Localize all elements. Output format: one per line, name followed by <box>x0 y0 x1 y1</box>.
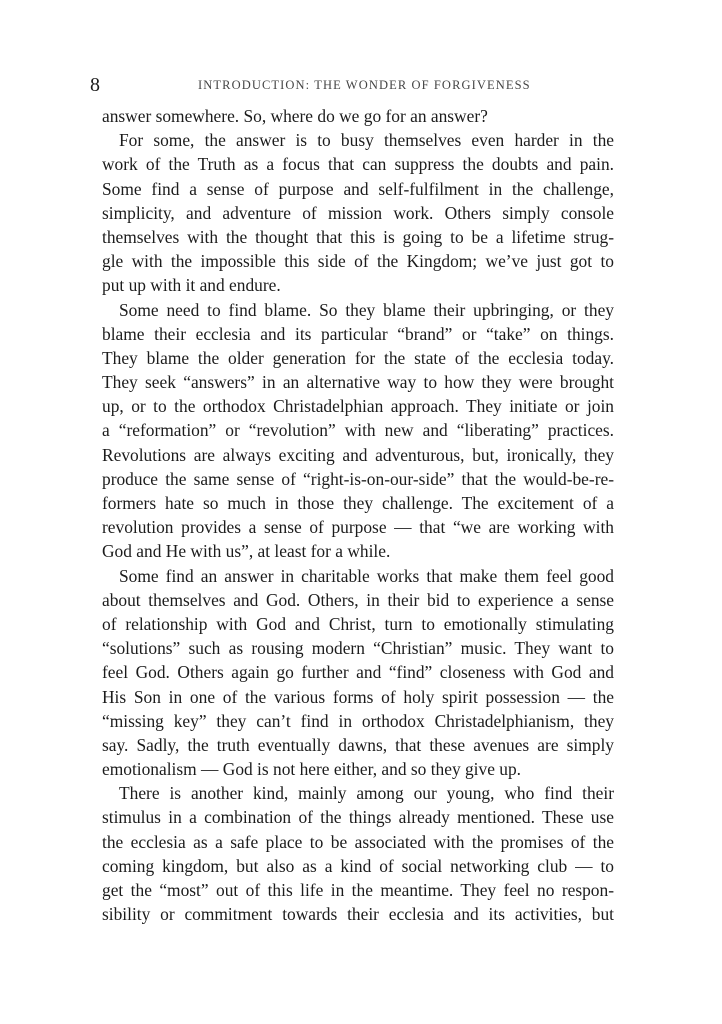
body-text <box>102 104 614 926</box>
text-line: Some need to find blame. So they blame their upbringing, or they <box>119 299 614 320</box>
text-line: answer somewhere. So, where do we go for an answer? <box>102 106 488 126</box>
text-line: about themselves and God. Others, in their bid to experience a sense <box>102 589 614 610</box>
text-line: coming kingdom, but also as a kind of social networking club — to <box>102 855 614 876</box>
text-line: themselves with the thought that this is going to be a lifetime strug- <box>102 226 614 247</box>
running-head: INTRODUCTION: THE WONDER OF FORGIVENESS <box>198 78 531 92</box>
text-line: For some, the answer is to busy themselves even harder in the <box>119 130 614 151</box>
text-line: Some find a sense of purpose and self-fulfilment in the challenge, <box>102 178 614 199</box>
text-line: They seek “answers” in an alternative way to how they were brought <box>102 372 614 393</box>
text-line: revolution provides a sense of purpose — that “we are working with <box>102 517 614 538</box>
text-line: feel God. Others again go further and “find” closeness with God and <box>102 662 614 683</box>
text-line: Some find an answer in charitable works that make them feel good <box>119 565 614 586</box>
text-line: There is another kind, mainly among our young, who find their <box>119 783 614 804</box>
text-line: stimulus in a combination of the things already mentioned. These use <box>102 807 614 828</box>
text-line: say. Sadly, the truth eventually dawns, that these avenues are simply <box>102 734 614 755</box>
text-line: sibility or commitment towards their ecclesia and its activities, but <box>102 904 614 925</box>
text-line: a “reformation” or “revolution” with new and “liberating” practices. <box>102 420 614 441</box>
text-line: the ecclesia as a safe place to be associated with the promises of the <box>102 831 614 852</box>
text-line: get the “most” out of this life in the meantime. They feel no respon- <box>102 880 614 900</box>
text-line: simplicity, and adventure of mission work. Others simply console <box>102 202 614 223</box>
text-line: They blame the older generation for the state of the ecclesia today. <box>102 347 614 368</box>
text-line: up, or to the orthodox Christadelphian approach. They initiate or join <box>102 396 614 417</box>
text-line: work of the Truth as a focus that can suppress the doubts and pain. <box>102 154 614 175</box>
text-line: of relationship with God and Christ, turn to emotionally stimulating <box>102 613 614 634</box>
text-line: produce the same sense of “right-is-on-our-side” that the would-be-re- <box>102 468 614 489</box>
text-line: His Son in one of the various forms of holy spirit possession — the <box>102 686 614 707</box>
text-line: “missing key” they can’t find in orthodox Christadelphianism, they <box>102 710 614 731</box>
text-line: formers hate so much in those they challenge. The excitement of a <box>102 493 614 513</box>
text-line: blame their ecclesia and its particular “brand” or “take” on things. <box>102 323 614 344</box>
page-number: 8 <box>90 74 100 96</box>
text-line: God and He with us”, at least for a while. <box>102 541 391 562</box>
page-header <box>90 73 610 97</box>
text-line: emotionalism — God is not here either, and so they give up. <box>102 759 522 780</box>
text-line: put up with it and endure. <box>102 275 281 296</box>
text-line: “solutions” such as rousing modern “Christian” music. They want to <box>102 638 614 659</box>
text-line: Revolutions are always exciting and adventurous, but, ironically, they <box>102 444 614 465</box>
text-line: gle with the impossible this side of the Kingdom; we’ve just got to <box>102 251 614 272</box>
